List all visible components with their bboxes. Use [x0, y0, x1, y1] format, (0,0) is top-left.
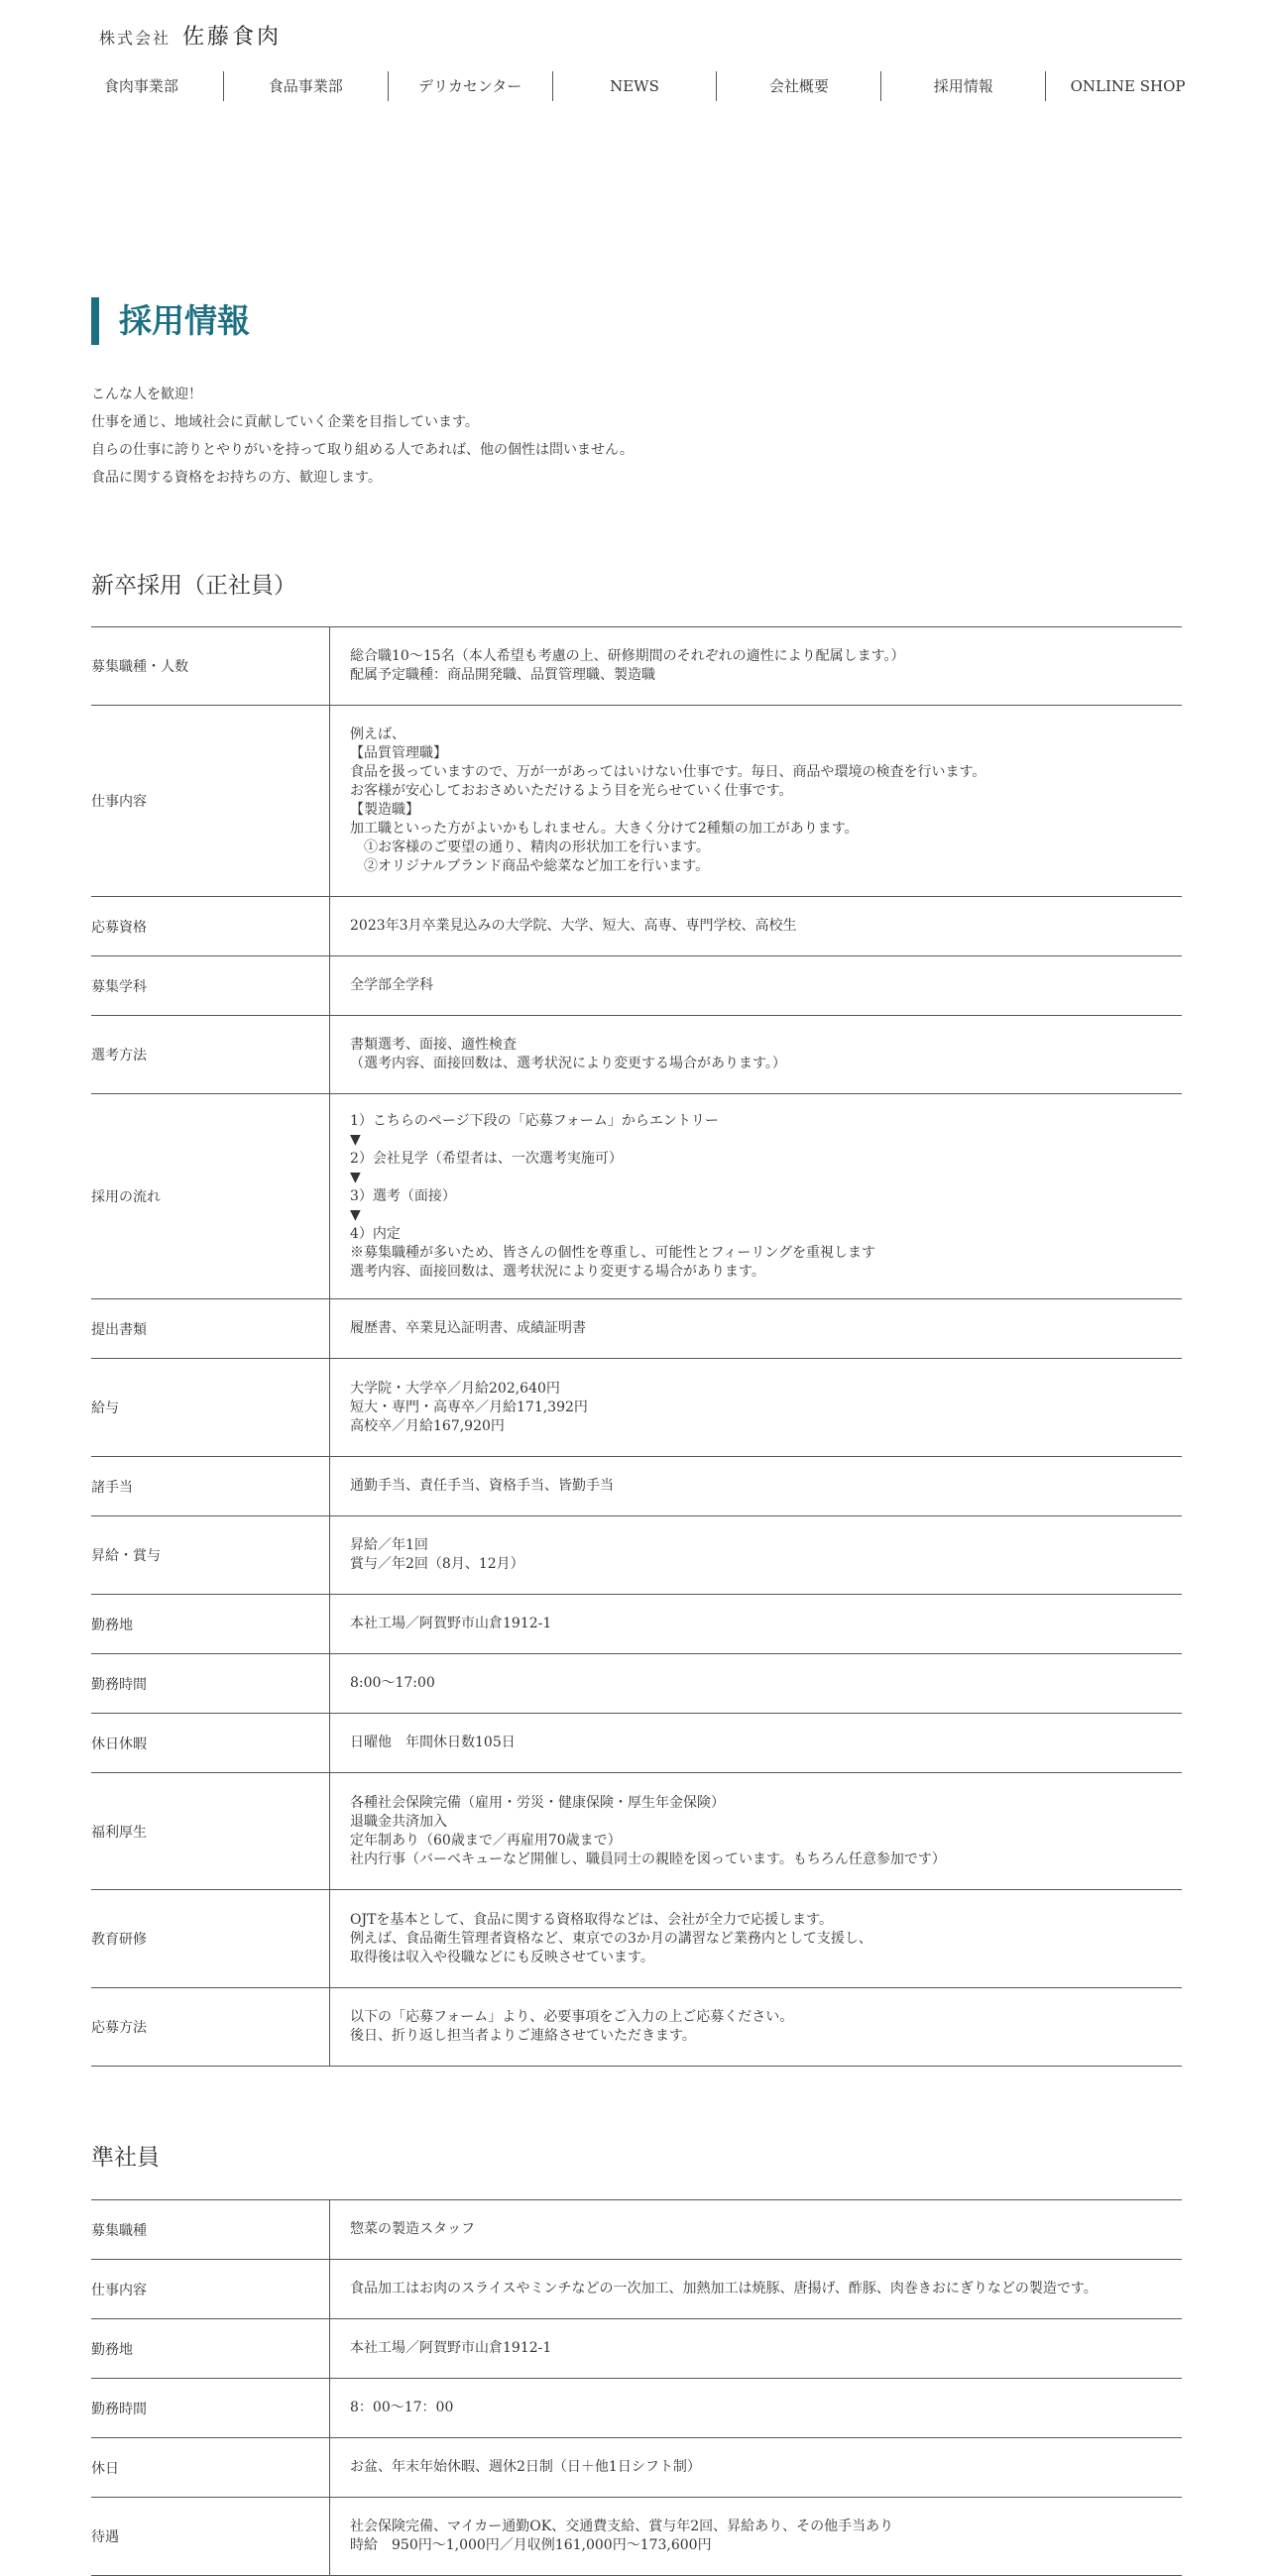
new-grad-heading: 新卒採用（正社員）	[91, 573, 296, 599]
table-row	[91, 2319, 1182, 2379]
table-row	[91, 1516, 1182, 1595]
row-label: 募集職種・人数	[91, 627, 330, 705]
table-row	[91, 1654, 1182, 1714]
row-value: 本社工場／阿賀野市山倉1912-1	[350, 1616, 552, 1631]
new-grad-table	[91, 626, 1182, 2067]
row-value: 本社工場／阿賀野市山倉1912-1	[350, 2340, 552, 2356]
row-value: 総合職10～15名（本人希望も考慮の上、研修期間のそれぞれの適性により配属します。） 配属予定職種：商品開発職、品質管理職、製造職	[350, 648, 905, 683]
intro-line: 食品に関する資格をお持ちの方、歓迎します。	[91, 470, 382, 486]
row-value: 以下の「応募フォーム」より、必要事項をご入力の上ご応募ください。 後日、折り返し担当者よりご連絡させていただきます。	[350, 2009, 794, 2044]
nav-deli-center[interactable]: デリカセンター	[388, 71, 552, 101]
row-label: 仕事内容	[91, 706, 330, 896]
intro-text	[91, 381, 634, 492]
table-row	[91, 2438, 1182, 2498]
intro-line: 仕事を通じ、地域社会に貢献していく企業を目指しています。	[91, 414, 479, 430]
company-logo[interactable]	[99, 20, 282, 51]
row-value: 8:00～17:00	[350, 1675, 435, 1691]
nav-news[interactable]: NEWS	[552, 71, 717, 101]
row-label: 教育研修	[91, 1890, 330, 1987]
row-label: 採用の流れ	[91, 1094, 330, 1298]
row-value: 2023年3月卒業見込みの大学院、大学、短大、高専、専門学校、高校生	[350, 918, 797, 934]
table-row	[91, 2379, 1182, 2438]
table-row	[91, 2200, 1182, 2260]
row-label: 待遇	[91, 2498, 330, 2575]
row-value: 食品加工はお肉のスライスやミンチなどの一次加工、加熱加工は焼豚、唐揚げ、酢豚、肉巻きおにぎりなどの製造です。	[350, 2281, 1098, 2296]
table-row	[91, 1714, 1182, 1773]
row-label: 勤務地	[91, 2319, 330, 2378]
row-value: 1）こちらのページ下段の「応募フォーム」からエントリー ▼ 2）会社見学（希望者は、一次選考実施可） ▼ 3）選考（面接） ▼ 4）内定 ※募集職種が多いため、皆さんの個性を尊重し、可能性とフィーリングを重視します 選考内容、面接回数は、選考状況により変更する場合があります。	[350, 1112, 876, 1280]
table-row	[91, 1988, 1182, 2067]
row-label: 応募方法	[91, 1988, 330, 2066]
table-row	[91, 956, 1182, 1016]
row-value: 書類選考、面接、適性検査 （選考内容、面接回数は、選考状況により変更する場合があります。）	[350, 1037, 786, 1071]
row-label: 応募資格	[91, 897, 330, 955]
table-row	[91, 2498, 1182, 2576]
row-value: 各種社会保険完備（雇用・労災・健康保険・厚生年金保険） 退職金共済加入 定年制あり（60歳まで／再雇用70歳まで） 社内行事（バーベキューなど開催し、職員同士の親睦を図っています。もちろん任意参加です）	[350, 1794, 946, 1867]
row-label: 提出書類	[91, 1299, 330, 1358]
row-label: 諸手当	[91, 1457, 330, 1515]
row-value: OJTを基本として、食品に関する資格取得などは、会社が全力で応援します。 例えば、食品衛生管理者資格など、東京での3か月の講習など業務内として支援し、 取得後は収入や役職などにも反映させています。	[350, 1911, 872, 1965]
logo-name: 佐藤食肉	[182, 25, 283, 50]
row-value: 全学部全学科	[350, 977, 433, 993]
table-row	[91, 627, 1182, 706]
row-label: 勤務時間	[91, 1654, 330, 1713]
row-label: 選考方法	[91, 1016, 330, 1093]
table-row	[91, 1299, 1182, 1359]
page-title: 採用情報	[91, 297, 250, 345]
intro-line: 自らの仕事に誇りとやりがいを持って取り組める人であれば、他の個性は問いません。	[91, 442, 634, 458]
table-row	[91, 1094, 1182, 1299]
table-row	[91, 1890, 1182, 1988]
table-row	[91, 706, 1182, 897]
logo-prefix: 株式会社	[99, 29, 172, 48]
main-nav	[59, 71, 1210, 101]
nav-meat-division[interactable]: 食肉事業部	[103, 77, 178, 95]
row-value: 履歴書、卒業見込証明書、成績証明書	[350, 1320, 586, 1336]
nav-online-shop[interactable]: ONLINE SHOP	[1045, 71, 1210, 101]
row-label: 休日	[91, 2438, 330, 2497]
associate-table	[91, 2199, 1182, 2576]
table-row	[91, 2260, 1182, 2319]
row-value: 昇給／年1回 賞与／年2回（8月、12月）	[350, 1537, 524, 1572]
table-row	[91, 1359, 1182, 1457]
row-value: 社会保険完備、マイカー通勤OK、交通費支給、賞与年2回、昇給あり、その他手当あり 時給 950円～1,000円／月収例161,000円～173,600円	[350, 2519, 894, 2553]
table-row	[91, 1457, 1182, 1516]
table-row	[91, 1595, 1182, 1654]
row-label: 勤務時間	[91, 2379, 330, 2437]
row-label: 昇給・賞与	[91, 1516, 330, 1594]
intro-line: こんな人を歓迎！	[91, 387, 202, 402]
nav-recruit[interactable]: 採用情報	[880, 71, 1045, 101]
site-header	[0, 0, 1273, 109]
table-row	[91, 897, 1182, 956]
row-label: 勤務地	[91, 1595, 330, 1653]
row-value: 例えば、 【品質管理職】 食品を扱っていますので、万が一があってはいけない仕事です。毎日、商品や環境の検査を行います。 お客様が安心しておおさめいただけるよう目を光らせていく仕事です。 【製造職】 加工職といった方がよいかもしれません。大きく分けて2種類の加工があります。 ①お客様のご要望の通り、精肉の形状加工を行います。 ②オリジナルブランド商品や総菜など加工を行います。	[350, 727, 986, 874]
associate-heading: 準社員	[91, 2145, 160, 2171]
row-value: お盆、年末年始休暇、週休2日制（日＋他1日シフト制）	[350, 2459, 701, 2475]
table-row	[91, 1773, 1182, 1890]
row-label: 休日休暇	[91, 1714, 330, 1772]
row-value: 大学院・大学卒／月給202,640円 短大・専門・高専卒／月給171,392円 高校卒／月給167,920円	[350, 1380, 588, 1434]
row-label: 募集学科	[91, 956, 330, 1015]
nav-company[interactable]: 会社概要	[716, 71, 880, 101]
row-value: 惣菜の製造スタッフ	[350, 2221, 475, 2237]
row-value: 8：00～17：00	[350, 2400, 454, 2415]
row-label: 募集職種	[91, 2200, 330, 2259]
row-value: 通勤手当、責任手当、資格手当、皆勤手当	[350, 1478, 614, 1494]
table-row	[91, 1016, 1182, 1094]
row-value: 日曜他 年間休日数105日	[350, 1735, 516, 1750]
nav-food-division[interactable]: 食品事業部	[223, 71, 388, 101]
row-label: 仕事内容	[91, 2260, 330, 2318]
row-label: 福利厚生	[91, 1773, 330, 1889]
row-label: 給与	[91, 1359, 330, 1456]
